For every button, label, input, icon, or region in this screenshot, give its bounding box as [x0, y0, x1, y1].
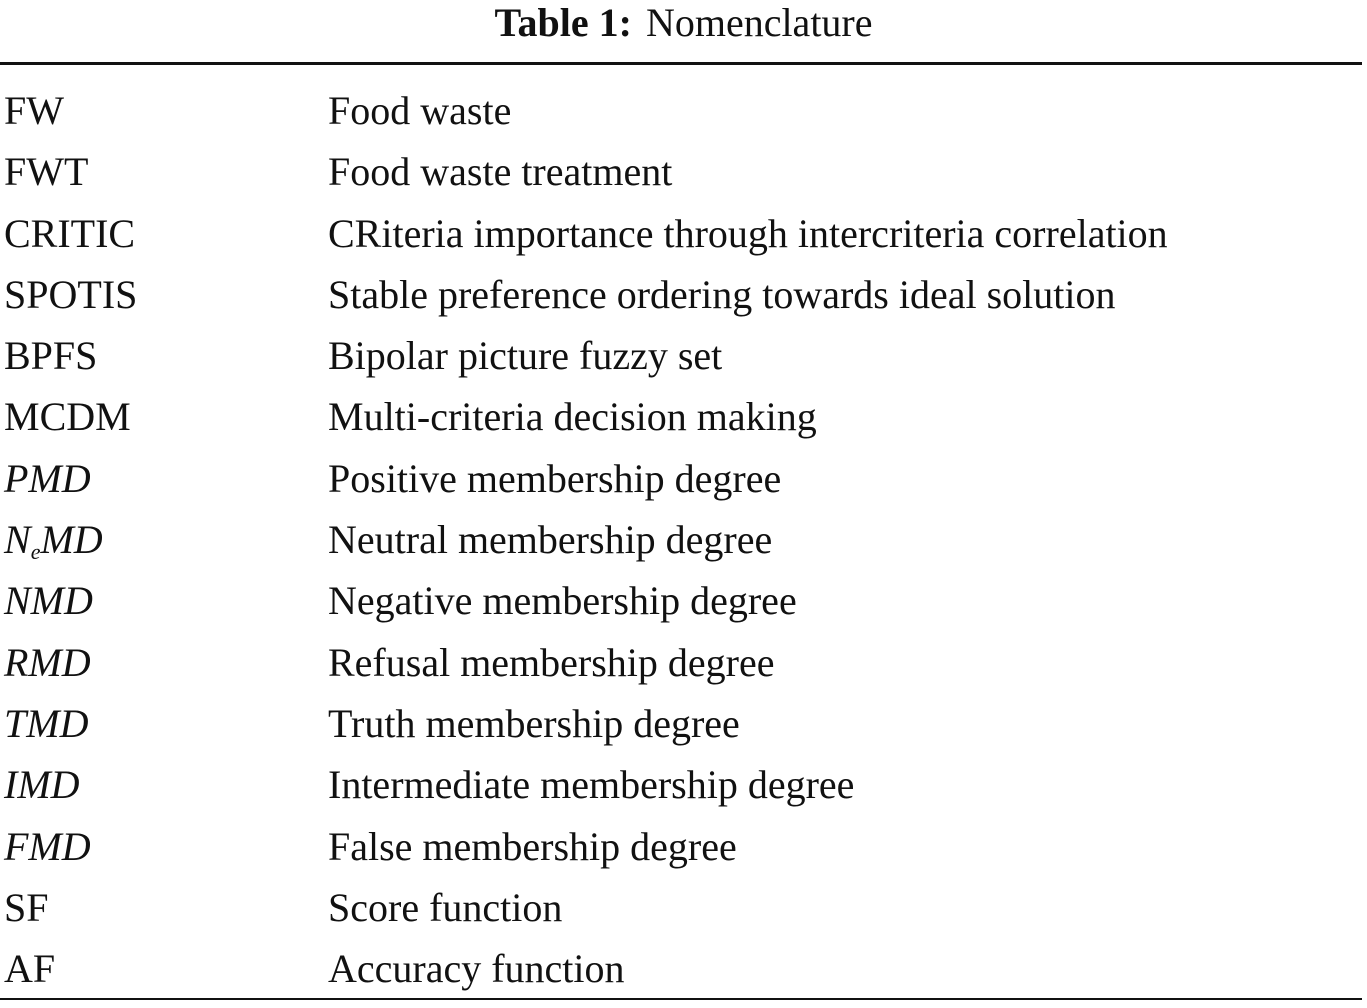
abbreviation: NMD [4, 578, 93, 624]
abbreviation-rest: MD [40, 517, 103, 563]
abbreviation: SPOTIS [4, 271, 138, 317]
top-rule [0, 62, 1362, 65]
abbreviation: IMD [4, 762, 80, 808]
table-row [0, 570, 1367, 631]
abbreviation [4, 509, 103, 570]
definition: False membership degree [328, 823, 737, 869]
table-row [0, 693, 1367, 754]
definition: Multi-criteria decision making [328, 394, 817, 440]
table-number: Table 1: [494, 0, 632, 45]
abbreviation-main: N [4, 517, 31, 563]
table-row [0, 386, 1367, 447]
abbreviation-subscript: e [30, 539, 41, 565]
nomenclature-table [0, 80, 1367, 999]
definition: Score function [328, 884, 563, 930]
definition: CRiteria importance through intercriteria correlation [328, 210, 1168, 256]
abbreviation: MCDM [4, 394, 131, 440]
table-row [0, 264, 1367, 325]
abbreviation: RMD [4, 639, 91, 685]
table-row [0, 325, 1367, 386]
table-row [0, 632, 1367, 693]
definition: Stable preference ordering towards ideal solution [328, 271, 1116, 317]
table-caption [0, 0, 1367, 52]
definition: Negative membership degree [328, 578, 797, 624]
definition: Accuracy function [328, 946, 625, 992]
definition: Bipolar picture fuzzy set [328, 333, 723, 379]
table-row [0, 203, 1367, 264]
abbreviation: TMD [4, 700, 89, 746]
definition: Food waste [328, 88, 512, 133]
bottom-rule [0, 998, 1362, 1000]
table-row [0, 877, 1367, 938]
abbreviation: SF [4, 884, 49, 930]
table-row [0, 938, 1367, 999]
table-row [0, 509, 1367, 570]
table-row [0, 141, 1367, 202]
abbreviation: FW [4, 88, 64, 133]
table-row [0, 816, 1367, 877]
table-row [0, 80, 1367, 141]
abbreviation: AF [4, 946, 56, 992]
definition: Truth membership degree [328, 700, 740, 746]
abbreviation: FMD [4, 823, 91, 869]
definition: Intermediate membership degree [328, 762, 855, 808]
abbreviation: FWT [4, 149, 89, 195]
abbreviation: BPFS [4, 333, 98, 379]
table-row [0, 448, 1367, 509]
definition: Refusal membership degree [328, 639, 775, 685]
abbreviation: PMD [4, 455, 91, 501]
definition: Neutral membership degree [328, 517, 773, 563]
definition: Positive membership degree [328, 455, 782, 501]
table-title: Nomenclature [645, 0, 873, 45]
abbreviation: CRITIC [4, 210, 136, 256]
definition: Food waste treatment [328, 149, 673, 195]
table-row [0, 754, 1367, 815]
